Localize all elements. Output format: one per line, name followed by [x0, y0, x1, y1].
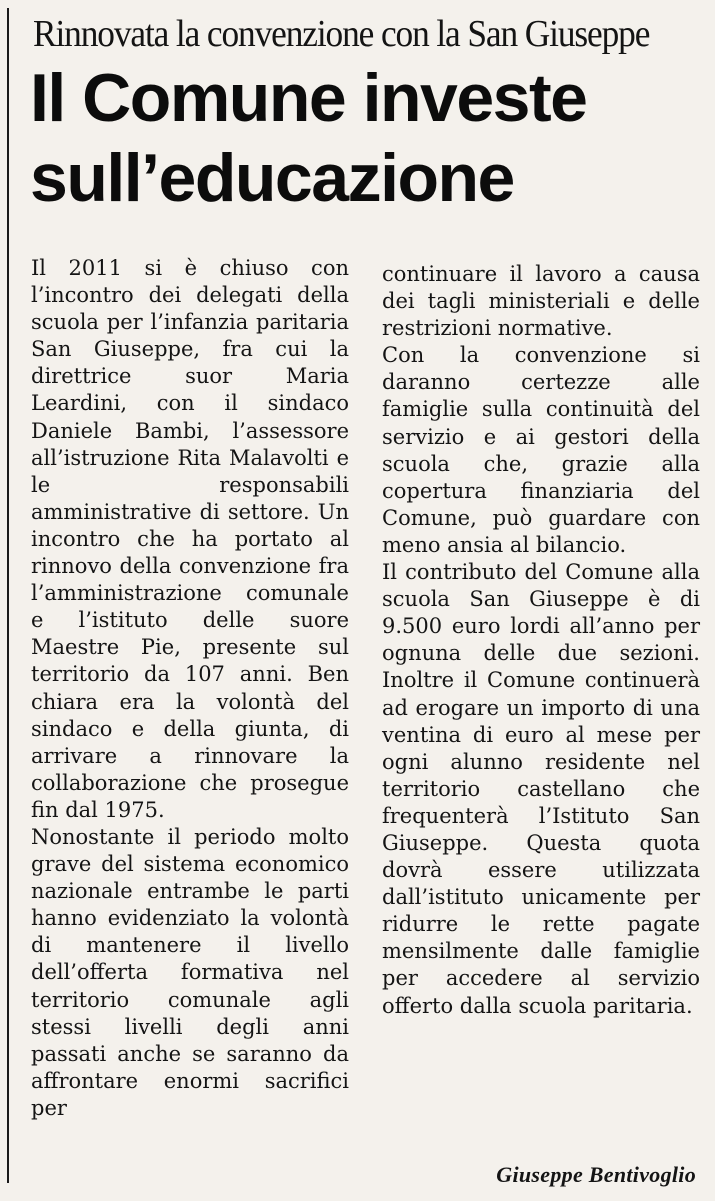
body-paragraph: Nonostante il periodo molto grave del sistema economico nazionale entrambe le parti hanno evidenziato la volontà di mantenere il livello dell’offerta formativa nel territorio comunale agli stessi livelli degli anni passati anche se saranno da affrontare enormi sacrifici per	[31, 824, 349, 1120]
body-paragraph: Il 2011 si è chiuso con l’incontro dei delegati della scuola per l’infanzia paritaria San Giuseppe, fra cui la direttrice suor Maria Leardini, con il sindaco Daniele Bambi, l’assessore all’istruzione Rita Malavolti e le responsabili amministrative di settore. Un incontro che ha portato al rinnovo della convenzione fra l’amministrazione comunale e l’istituto delle suore Maestre Pie, presente sul territorio da 107 anni. Ben chiara era la volontà del sindaco e della giunta, di arrivare a rinnovare la collaborazione che prosegue fin dal 1975.	[31, 256, 349, 822]
headline-line: sull’educazione	[30, 140, 514, 216]
body-paragraph: Con la convenzione si daranno certezze alle famiglie sulla continuità del servizio e ai gestori della scuola che, grazie alla copertura finanziaria del Comune, può guardare con meno ansia al bilancio.	[382, 343, 700, 557]
body-paragraph: Il contributo del Comune alla scuola San Giuseppe è di 9.500 euro lordi all’anno per ognuna delle due sezioni. Inoltre il Comune continuerà ad erogare un importo di una ventina di euro al mese per ogni alunno residente nel territorio castellano che frequenterà l’Istituto San Giuseppe. Questa quota dovrà essere utilizzata dall’istituto unicamente per ridurre le rette pagate mensilmente dalle famiglie per accedere al servizio offerto dalla scuola paritaria.	[382, 560, 700, 1018]
article-kicker: Rinnovata la convenzione con la San Giuseppe	[33, 13, 650, 55]
text-column-right	[382, 261, 700, 1020]
headline-line: Il Comune investe	[30, 60, 587, 136]
author-byline: Giuseppe Bentivoglio	[496, 1162, 696, 1187]
article-headline	[30, 58, 586, 218]
column-rule	[7, 8, 9, 1183]
body-paragraph: continuare il lavoro a causa dei tagli ministeriali e delle restrizioni normative.	[382, 262, 700, 341]
text-column-left	[31, 255, 349, 1122]
